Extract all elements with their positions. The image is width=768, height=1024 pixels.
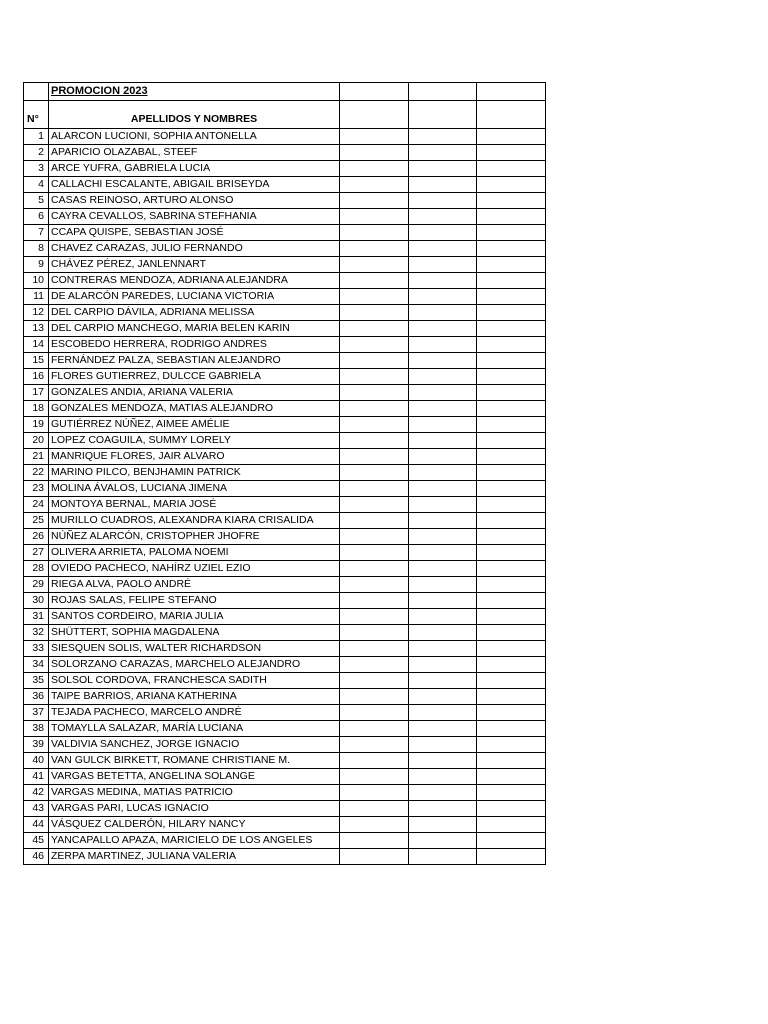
table-row [24, 577, 546, 593]
extra-cell-1[interactable] [340, 337, 409, 353]
student-number-cell[interactable]: 43 [24, 801, 49, 817]
student-name-cell[interactable]: MOLINA ÁVALOS, LUCIANA JIMENA [49, 481, 340, 497]
extra-cell-2[interactable] [409, 337, 477, 353]
extra-cell-2[interactable] [409, 353, 477, 369]
table-row [24, 737, 546, 753]
extra-cell-3[interactable] [477, 193, 546, 209]
extra-cell-2[interactable] [409, 689, 477, 705]
extra-cell-1[interactable] [340, 161, 409, 177]
student-number-cell[interactable]: 32 [24, 625, 49, 641]
extra-cell-3[interactable] [477, 433, 546, 449]
student-number-cell[interactable]: 37 [24, 705, 49, 721]
header-cell-2[interactable] [409, 101, 477, 129]
extra-cell-2[interactable] [409, 417, 477, 433]
extra-cell-1[interactable] [340, 593, 409, 609]
table-row [24, 321, 546, 337]
student-number-cell[interactable]: 40 [24, 753, 49, 769]
extra-cell-3[interactable] [477, 529, 546, 545]
student-number-cell[interactable]: 16 [24, 369, 49, 385]
student-name-cell[interactable]: SOLSOL CORDOVA, FRANCHESCA SADITH [49, 673, 340, 689]
student-number-cell[interactable]: 36 [24, 689, 49, 705]
extra-cell-1[interactable] [340, 193, 409, 209]
extra-cell-2[interactable] [409, 593, 477, 609]
extra-cell-2[interactable] [409, 753, 477, 769]
title-row-empty-cell[interactable] [24, 83, 49, 101]
student-name-cell[interactable]: DE ALARCÓN PAREDES, LUCIANA VICTORIA [49, 289, 340, 305]
extra-cell-3[interactable] [477, 609, 546, 625]
extra-cell-1[interactable] [340, 785, 409, 801]
table-row [24, 689, 546, 705]
student-name-cell[interactable]: SHÜTTERT, SOPHIA MAGDALENA [49, 625, 340, 641]
extra-cell-2[interactable] [409, 289, 477, 305]
student-name-cell[interactable]: VALDIVIA SANCHEZ, JORGE IGNACIO [49, 737, 340, 753]
extra-cell-1[interactable] [340, 689, 409, 705]
extra-cell-2[interactable] [409, 449, 477, 465]
extra-cell-3[interactable] [477, 257, 546, 273]
extra-cell-3[interactable] [477, 561, 546, 577]
extra-cell-1[interactable] [340, 817, 409, 833]
extra-cell-2[interactable] [409, 817, 477, 833]
title-cell[interactable] [49, 83, 340, 101]
extra-cell-2[interactable] [409, 193, 477, 209]
student-number-cell[interactable]: 20 [24, 433, 49, 449]
student-number-cell[interactable]: 18 [24, 401, 49, 417]
table-row [24, 833, 546, 849]
student-number-cell[interactable]: 3 [24, 161, 49, 177]
table-row [24, 433, 546, 449]
table-row [24, 449, 546, 465]
student-number-cell[interactable]: 5 [24, 193, 49, 209]
student-number-cell[interactable]: 12 [24, 305, 49, 321]
extra-cell-2[interactable] [409, 209, 477, 225]
extra-cell-3[interactable] [477, 689, 546, 705]
extra-cell-3[interactable] [477, 513, 546, 529]
student-number-cell[interactable]: 11 [24, 289, 49, 305]
table-row [24, 337, 546, 353]
student-number-cell[interactable]: 39 [24, 737, 49, 753]
student-name-cell[interactable]: TEJADA PACHECO, MARCELO ANDRÉ [49, 705, 340, 721]
student-number-cell[interactable]: 22 [24, 465, 49, 481]
extra-cell-1[interactable] [340, 481, 409, 497]
student-name-cell[interactable]: VARGAS BETETTA, ANGELINA SOLANGE [49, 769, 340, 785]
student-number-cell[interactable]: 44 [24, 817, 49, 833]
student-name-cell[interactable]: ESCOBEDO HERRERA, RODRIGO ANDRES [49, 337, 340, 353]
header-cell-3[interactable] [477, 101, 546, 129]
student-number-cell[interactable]: 8 [24, 241, 49, 257]
student-number-cell[interactable]: 7 [24, 225, 49, 241]
extra-cell-2[interactable] [409, 161, 477, 177]
student-name-cell[interactable]: RIEGA ALVA, PAOLO ANDRÉ [49, 577, 340, 593]
table-row [24, 385, 546, 401]
student-number-cell[interactable]: 33 [24, 641, 49, 657]
extra-cell-3[interactable] [477, 577, 546, 593]
student-name-cell[interactable]: ARCE YUFRA, GABRIELA LUCIA [49, 161, 340, 177]
student-number-cell[interactable]: 34 [24, 657, 49, 673]
extra-cell-3[interactable] [477, 369, 546, 385]
extra-cell-1[interactable] [340, 129, 409, 145]
extra-cell-2[interactable] [409, 177, 477, 193]
extra-cell-1[interactable] [340, 177, 409, 193]
extra-cell-3[interactable] [477, 657, 546, 673]
student-name-cell[interactable]: DEL CARPIO DÁVILA, ADRIANA MELISSA [49, 305, 340, 321]
extra-cell-1[interactable] [340, 657, 409, 673]
student-number-cell[interactable]: 25 [24, 513, 49, 529]
table-row [24, 609, 546, 625]
extra-cell-3[interactable] [477, 817, 546, 833]
student-name-cell[interactable]: GONZALES ANDIA, ARIANA VALERIA [49, 385, 340, 401]
student-name-cell[interactable]: GONZALES MENDOZA, MATIAS ALEJANDRO [49, 401, 340, 417]
extra-cell-1[interactable] [340, 513, 409, 529]
table-row [24, 513, 546, 529]
extra-cell-1[interactable] [340, 801, 409, 817]
extra-cell-3[interactable] [477, 593, 546, 609]
extra-cell-1[interactable] [340, 529, 409, 545]
extra-cell-3[interactable] [477, 177, 546, 193]
extra-cell-1[interactable] [340, 209, 409, 225]
student-name-cell[interactable]: MARINO PILCO, BENJHAMIN PATRICK [49, 465, 340, 481]
table-row [24, 721, 546, 737]
table-row [24, 209, 546, 225]
title-row-cell-3[interactable] [477, 83, 546, 101]
table-row [24, 497, 546, 513]
student-number-cell[interactable]: 26 [24, 529, 49, 545]
extra-cell-2[interactable] [409, 785, 477, 801]
extra-cell-3[interactable] [477, 849, 546, 865]
student-list-body [24, 83, 546, 865]
extra-cell-1[interactable] [340, 833, 409, 849]
extra-cell-3[interactable] [477, 785, 546, 801]
student-name-cell[interactable]: SANTOS CORDEIRO, MARIA JULIA [49, 609, 340, 625]
extra-cell-2[interactable] [409, 529, 477, 545]
extra-cell-3[interactable] [477, 417, 546, 433]
extra-cell-2[interactable] [409, 641, 477, 657]
table-row [24, 769, 546, 785]
table-row [24, 801, 546, 817]
header-name[interactable]: APELLIDOS Y NOMBRES [49, 101, 340, 129]
extra-cell-3[interactable] [477, 161, 546, 177]
extra-cell-2[interactable] [409, 129, 477, 145]
student-number-cell[interactable]: 38 [24, 721, 49, 737]
extra-cell-2[interactable] [409, 721, 477, 737]
student-name-cell[interactable]: MANRIQUE FLORES, JAIR ALVARO [49, 449, 340, 465]
extra-cell-1[interactable] [340, 225, 409, 241]
table-row [24, 673, 546, 689]
student-number-cell[interactable]: 13 [24, 321, 49, 337]
table-row [24, 817, 546, 833]
table-row [24, 145, 546, 161]
student-number-cell[interactable]: 6 [24, 209, 49, 225]
student-name-cell[interactable]: VÁSQUEZ CALDERÓN, HILARY NANCY [49, 817, 340, 833]
table-row [24, 657, 546, 673]
extra-cell-2[interactable] [409, 433, 477, 449]
extra-cell-3[interactable] [477, 129, 546, 145]
extra-cell-2[interactable] [409, 833, 477, 849]
extra-cell-2[interactable] [409, 849, 477, 865]
student-number-cell[interactable]: 30 [24, 593, 49, 609]
extra-cell-3[interactable] [477, 321, 546, 337]
student-name-cell[interactable]: TAIPE BARRIOS, ARIANA KATHERINA [49, 689, 340, 705]
extra-cell-1[interactable] [340, 353, 409, 369]
extra-cell-3[interactable] [477, 721, 546, 737]
student-name-cell[interactable]: FERNÁNDEZ PALZA, SEBASTIAN ALEJANDRO [49, 353, 340, 369]
student-number-cell[interactable]: 23 [24, 481, 49, 497]
student-name-cell[interactable]: YANCAPALLO APAZA, MARICIELO DE LOS ANGELES [49, 833, 340, 849]
student-name-cell[interactable]: FLORES GUTIERREZ, DULCCE GABRIELA [49, 369, 340, 385]
student-name-cell[interactable]: CALLACHI ESCALANTE, ABIGAIL BRISEYDA [49, 177, 340, 193]
extra-cell-2[interactable] [409, 225, 477, 241]
student-name-cell[interactable]: VARGAS PARI, LUCAS IGNACIO [49, 801, 340, 817]
extra-cell-2[interactable] [409, 257, 477, 273]
extra-cell-3[interactable] [477, 209, 546, 225]
extra-cell-1[interactable] [340, 273, 409, 289]
student-name-cell[interactable]: OVIEDO PACHECO, NAHÍRZ UZIEL EZIO [49, 561, 340, 577]
student-name-cell[interactable]: LOPEZ COAGUILA, SUMMY LORELY [49, 433, 340, 449]
extra-cell-3[interactable] [477, 481, 546, 497]
student-name-cell[interactable]: SIESQUEN SOLIS, WALTER RICHARDSON [49, 641, 340, 657]
student-name-cell[interactable]: CAYRA CEVALLOS, SABRINA STEFHANIA [49, 209, 340, 225]
table-row [24, 273, 546, 289]
extra-cell-3[interactable] [477, 305, 546, 321]
table-row [24, 241, 546, 257]
student-name-cell[interactable]: ROJAS SALAS, FELIPE STEFANO [49, 593, 340, 609]
extra-cell-2[interactable] [409, 737, 477, 753]
student-list-table [23, 82, 546, 865]
extra-cell-3[interactable] [477, 641, 546, 657]
table-row [24, 417, 546, 433]
extra-cell-2[interactable] [409, 401, 477, 417]
extra-cell-1[interactable] [340, 753, 409, 769]
extra-cell-3[interactable] [477, 497, 546, 513]
extra-cell-1[interactable] [340, 641, 409, 657]
extra-cell-1[interactable] [340, 241, 409, 257]
student-name-cell[interactable]: CASAS REINOSO, ARTURO ALONSO [49, 193, 340, 209]
extra-cell-1[interactable] [340, 433, 409, 449]
table-row [24, 481, 546, 497]
extra-cell-3[interactable] [477, 833, 546, 849]
extra-cell-1[interactable] [340, 289, 409, 305]
extra-cell-3[interactable] [477, 753, 546, 769]
table-row [24, 593, 546, 609]
extra-cell-3[interactable] [477, 225, 546, 241]
extra-cell-1[interactable] [340, 145, 409, 161]
student-name-cell[interactable]: APARICIO OLAZABAL, STEEF [49, 145, 340, 161]
student-number-cell[interactable]: 19 [24, 417, 49, 433]
extra-cell-1[interactable] [340, 769, 409, 785]
student-name-cell[interactable]: MONTOYA BERNAL, MARIA JOSÉ [49, 497, 340, 513]
table-row [24, 785, 546, 801]
extra-cell-3[interactable] [477, 449, 546, 465]
student-number-cell[interactable]: 35 [24, 673, 49, 689]
extra-cell-1[interactable] [340, 609, 409, 625]
student-number-cell[interactable]: 9 [24, 257, 49, 273]
extra-cell-2[interactable] [409, 609, 477, 625]
extra-cell-1[interactable] [340, 545, 409, 561]
table-row [24, 641, 546, 657]
extra-cell-3[interactable] [477, 289, 546, 305]
header-row [24, 101, 546, 129]
extra-cell-3[interactable] [477, 337, 546, 353]
extra-cell-2[interactable] [409, 545, 477, 561]
student-number-cell[interactable]: 46 [24, 849, 49, 865]
extra-cell-1[interactable] [340, 401, 409, 417]
student-number-cell[interactable]: 1 [24, 129, 49, 145]
extra-cell-3[interactable] [477, 801, 546, 817]
extra-cell-3[interactable] [477, 401, 546, 417]
student-number-cell[interactable]: 31 [24, 609, 49, 625]
student-name-cell[interactable]: CCAPA QUISPE, SEBASTIAN JOSÉ [49, 225, 340, 241]
extra-cell-2[interactable] [409, 625, 477, 641]
table-row [24, 529, 546, 545]
extra-cell-3[interactable] [477, 769, 546, 785]
extra-cell-2[interactable] [409, 465, 477, 481]
extra-cell-2[interactable] [409, 513, 477, 529]
table-row [24, 225, 546, 241]
student-number-cell[interactable]: 41 [24, 769, 49, 785]
extra-cell-3[interactable] [477, 673, 546, 689]
extra-cell-1[interactable] [340, 625, 409, 641]
extra-cell-1[interactable] [340, 257, 409, 273]
extra-cell-3[interactable] [477, 273, 546, 289]
student-number-cell[interactable]: 17 [24, 385, 49, 401]
student-number-cell[interactable]: 45 [24, 833, 49, 849]
student-number-cell[interactable]: 29 [24, 577, 49, 593]
student-name-cell[interactable]: MURILLO CUADROS, ALEXANDRA KIARA CRISALIDA [49, 513, 340, 529]
table-row [24, 705, 546, 721]
extra-cell-3[interactable] [477, 465, 546, 481]
extra-cell-1[interactable] [340, 705, 409, 721]
extra-cell-2[interactable] [409, 385, 477, 401]
student-name-cell[interactable]: VAN GULCK BIRKETT, ROMANE CHRISTIANE M. [49, 753, 340, 769]
extra-cell-3[interactable] [477, 145, 546, 161]
student-number-cell[interactable]: 10 [24, 273, 49, 289]
student-name-cell[interactable]: VARGAS MEDINA, MATIAS PATRICIO [49, 785, 340, 801]
extra-cell-2[interactable] [409, 657, 477, 673]
student-number-cell[interactable]: 27 [24, 545, 49, 561]
student-name-cell[interactable]: CHAVEZ CARAZAS, JULIO FERNANDO [49, 241, 340, 257]
table-row [24, 849, 546, 865]
student-name-cell[interactable]: TOMAYLLA SALAZAR, MARÍA LUCIANA [49, 721, 340, 737]
extra-cell-1[interactable] [340, 385, 409, 401]
extra-cell-2[interactable] [409, 273, 477, 289]
header-cell-1[interactable] [340, 101, 409, 129]
extra-cell-1[interactable] [340, 561, 409, 577]
extra-cell-1[interactable] [340, 369, 409, 385]
table-row [24, 193, 546, 209]
extra-cell-1[interactable] [340, 497, 409, 513]
student-number-cell[interactable]: 24 [24, 497, 49, 513]
title-row-cell-2[interactable] [409, 83, 477, 101]
extra-cell-3[interactable] [477, 625, 546, 641]
extra-cell-1[interactable] [340, 321, 409, 337]
student-name-cell[interactable]: ALARCON LUCIONI, SOPHIA ANTONELLA [49, 129, 340, 145]
extra-cell-2[interactable] [409, 369, 477, 385]
extra-cell-2[interactable] [409, 241, 477, 257]
extra-cell-3[interactable] [477, 353, 546, 369]
student-number-cell[interactable]: 4 [24, 177, 49, 193]
extra-cell-3[interactable] [477, 545, 546, 561]
student-name-cell[interactable]: OLIVERA ARRIETA, PALOMA NOEMI [49, 545, 340, 561]
extra-cell-2[interactable] [409, 705, 477, 721]
extra-cell-2[interactable] [409, 561, 477, 577]
extra-cell-2[interactable] [409, 497, 477, 513]
student-number-cell[interactable]: 28 [24, 561, 49, 577]
student-number-cell[interactable]: 14 [24, 337, 49, 353]
extra-cell-1[interactable] [340, 449, 409, 465]
extra-cell-2[interactable] [409, 481, 477, 497]
extra-cell-1[interactable] [340, 721, 409, 737]
table-row [24, 177, 546, 193]
extra-cell-1[interactable] [340, 849, 409, 865]
student-number-cell[interactable]: 42 [24, 785, 49, 801]
extra-cell-1[interactable] [340, 417, 409, 433]
extra-cell-1[interactable] [340, 737, 409, 753]
student-name-cell[interactable]: CHÁVEZ PÉREZ, JANLENNART [49, 257, 340, 273]
student-name-cell[interactable]: NÚÑEZ ALARCÓN, CRISTOPHER JHOFRE [49, 529, 340, 545]
table-row [24, 561, 546, 577]
table-row [24, 353, 546, 369]
table-row [24, 465, 546, 481]
extra-cell-1[interactable] [340, 577, 409, 593]
extra-cell-2[interactable] [409, 321, 477, 337]
extra-cell-2[interactable] [409, 577, 477, 593]
extra-cell-3[interactable] [477, 737, 546, 753]
student-name-cell[interactable]: DEL CARPIO MANCHEGO, MARIA BELEN KARIN [49, 321, 340, 337]
extra-cell-3[interactable] [477, 385, 546, 401]
student-name-cell[interactable]: SOLORZANO CARAZAS, MARCHELO ALEJANDRO [49, 657, 340, 673]
student-name-cell[interactable]: ZERPA MARTINEZ, JULIANA VALERIA [49, 849, 340, 865]
table-row [24, 129, 546, 145]
title-row-cell-1[interactable] [340, 83, 409, 101]
student-number-cell[interactable]: 15 [24, 353, 49, 369]
table-row [24, 753, 546, 769]
title-row [24, 83, 546, 101]
table-row [24, 369, 546, 385]
table-row [24, 545, 546, 561]
extra-cell-2[interactable] [409, 801, 477, 817]
header-number[interactable]: N° [24, 101, 49, 129]
table-row [24, 289, 546, 305]
student-name-cell[interactable]: CONTRERAS MENDOZA, ADRIANA ALEJANDRA [49, 273, 340, 289]
table-row [24, 161, 546, 177]
promotion-title: PROMOCION 2023 [51, 85, 148, 97]
extra-cell-3[interactable] [477, 705, 546, 721]
student-name-cell[interactable]: GUTIÉRREZ NÚÑEZ, AIMEE AMÉLIE [49, 417, 340, 433]
extra-cell-1[interactable] [340, 465, 409, 481]
extra-cell-2[interactable] [409, 305, 477, 321]
table-row [24, 625, 546, 641]
extra-cell-2[interactable] [409, 673, 477, 689]
extra-cell-3[interactable] [477, 241, 546, 257]
table-row [24, 401, 546, 417]
table-row [24, 257, 546, 273]
extra-cell-2[interactable] [409, 769, 477, 785]
table-row [24, 305, 546, 321]
student-number-cell[interactable]: 21 [24, 449, 49, 465]
extra-cell-1[interactable] [340, 305, 409, 321]
extra-cell-2[interactable] [409, 145, 477, 161]
extra-cell-1[interactable] [340, 673, 409, 689]
student-number-cell[interactable]: 2 [24, 145, 49, 161]
